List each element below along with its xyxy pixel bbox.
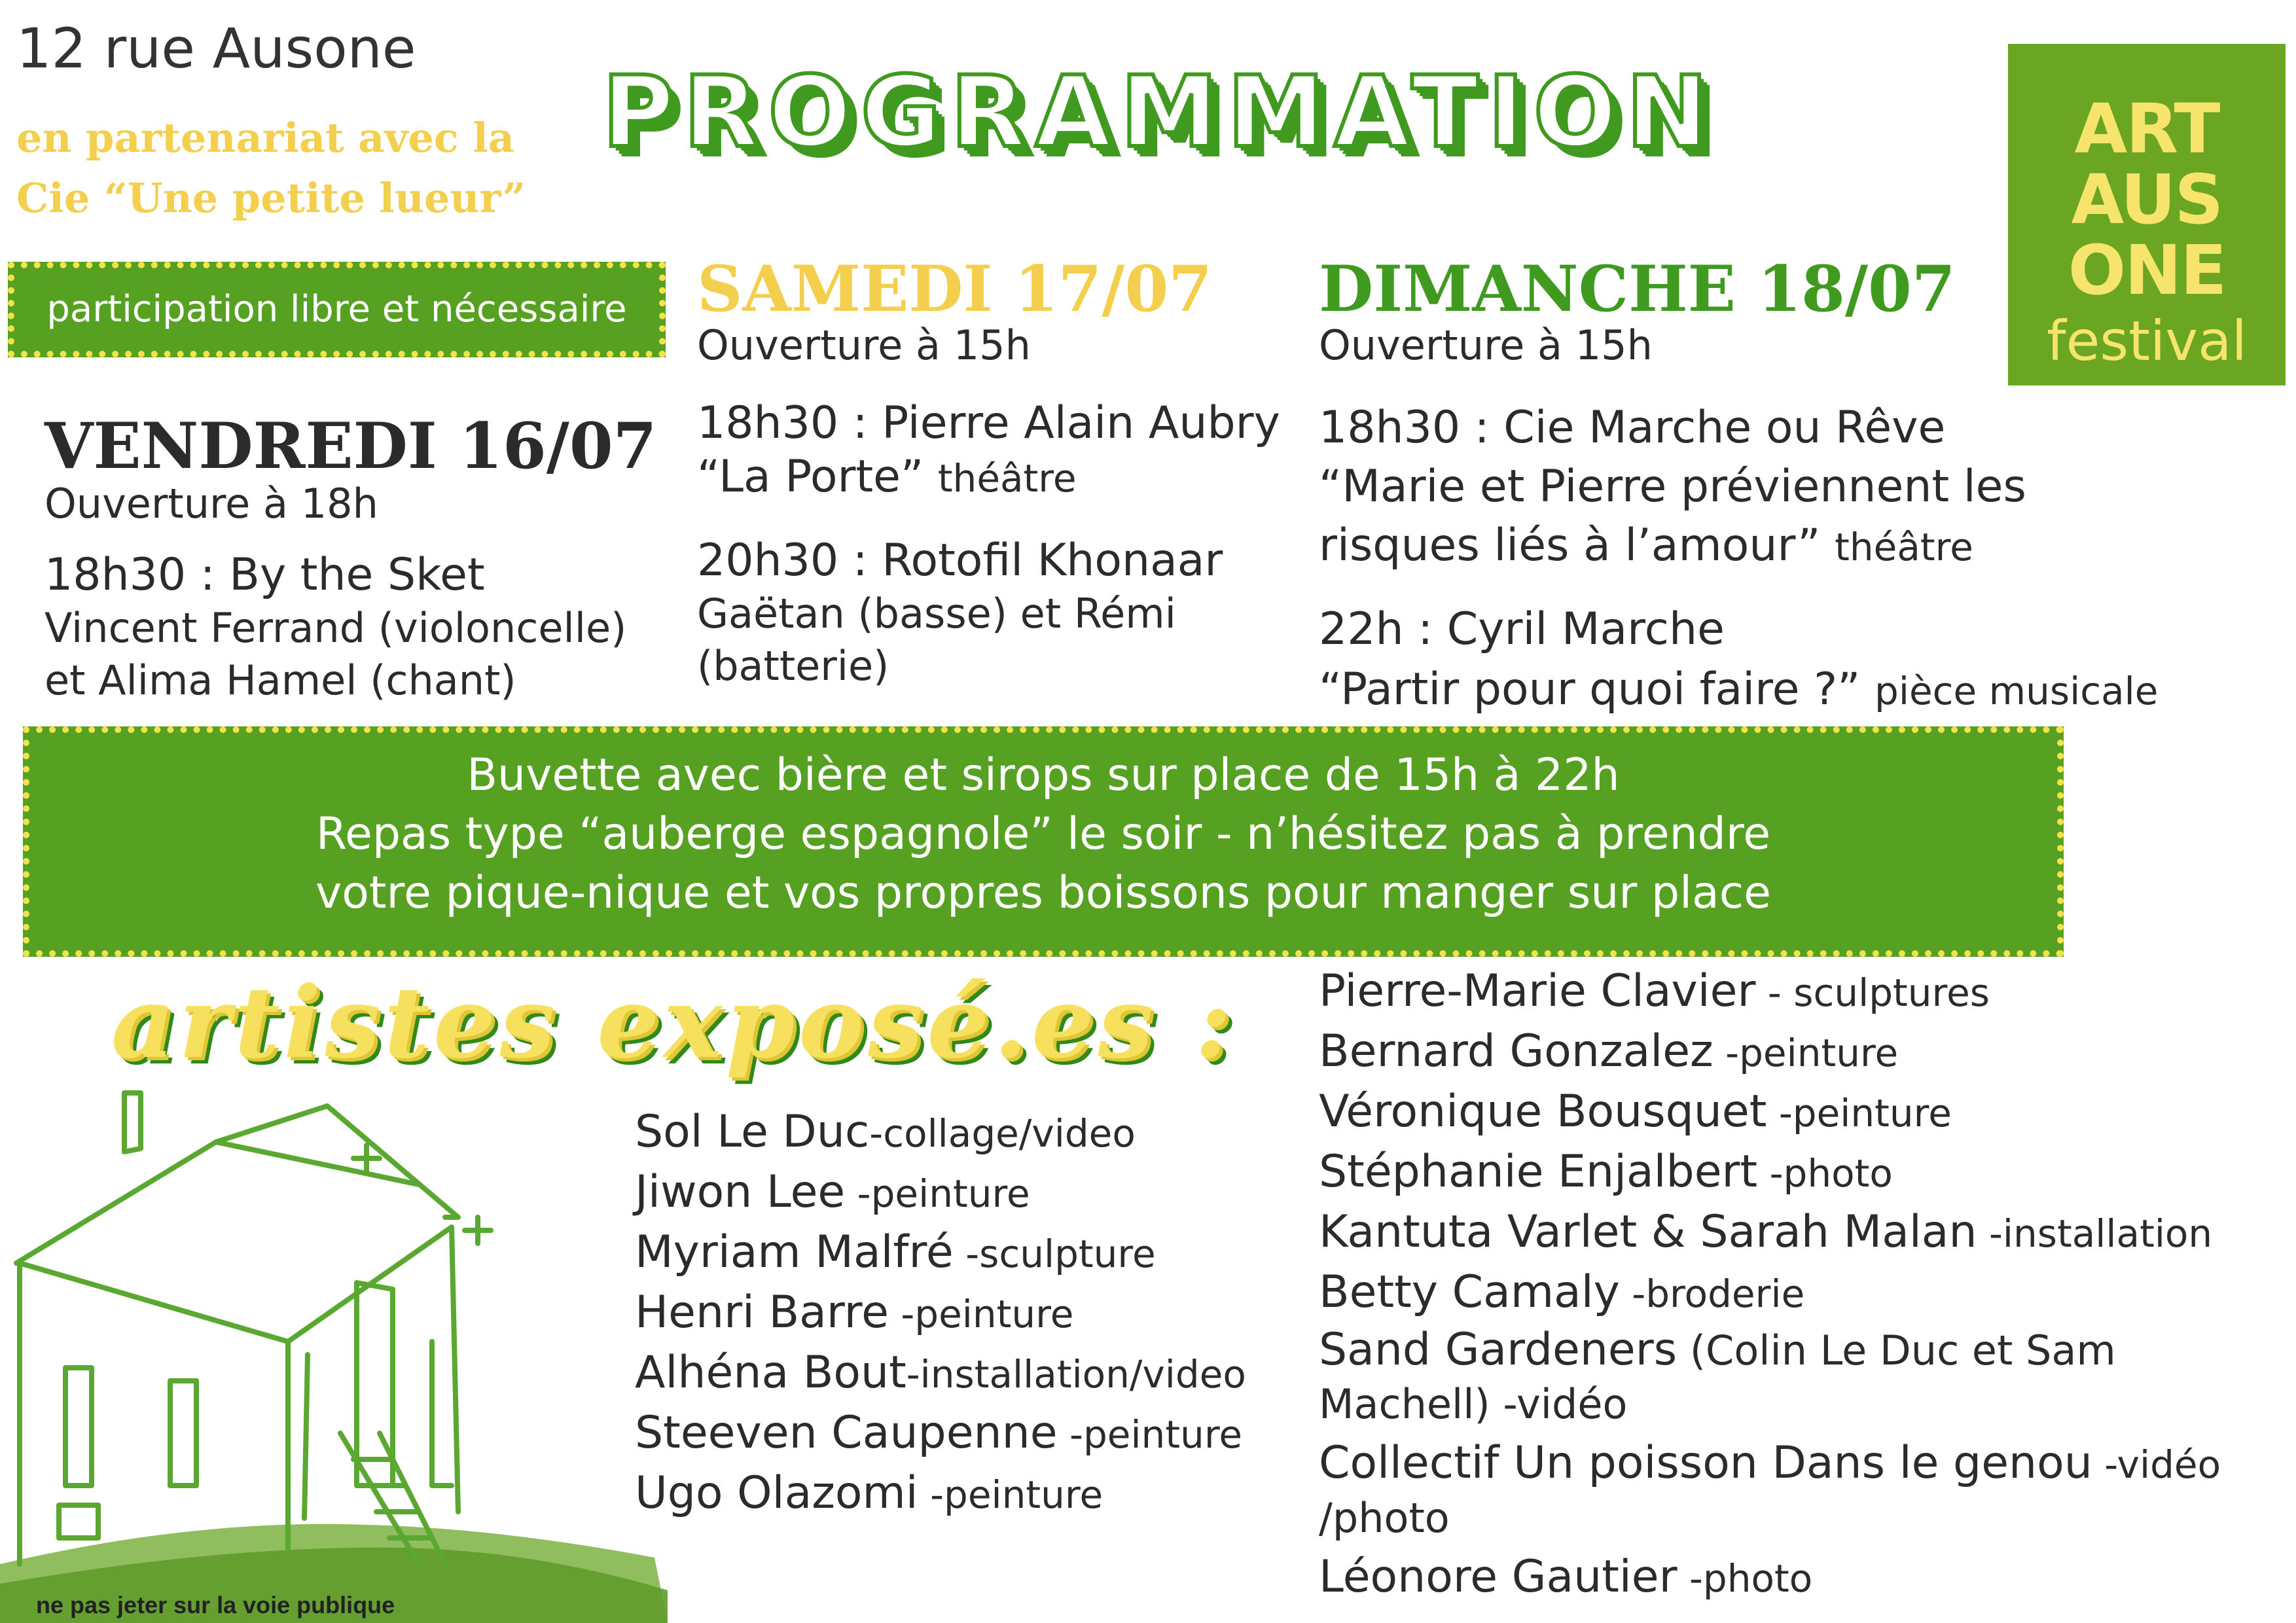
logo-line-4: festival bbox=[2047, 309, 2247, 373]
friday-day: VENDREDI 16/07 bbox=[45, 409, 657, 483]
artist-name: Betty Camaly bbox=[1319, 1266, 1620, 1318]
partner-text bbox=[16, 108, 526, 228]
artist-kind: (Colin Le Duc et Sam bbox=[1677, 1327, 2116, 1374]
logo-line-2: AUS bbox=[2071, 160, 2223, 240]
artist-kind: -peinture bbox=[888, 1292, 1074, 1336]
artist-right-row bbox=[1319, 1378, 2221, 1431]
artist-right-row bbox=[1319, 1082, 2221, 1143]
buvette-line-3: votre pique-nique et vos propres boissons pour manger sur place bbox=[315, 867, 1771, 919]
buvette-line-1: Buvette avec bière et sirops sur place de 15h à 22h bbox=[467, 749, 1620, 801]
artist-left-row bbox=[635, 1344, 1246, 1404]
artist-right-row bbox=[1319, 1436, 2221, 1491]
buvette-line-2: Repas type “auberge espagnole” le soir - n’hésitez pas à prendre bbox=[315, 808, 1771, 860]
sunday-event1-time: 18h30 : Cie Marche ou Rêve bbox=[1319, 402, 1946, 454]
artist-kind: -vidéo bbox=[2092, 1442, 2221, 1487]
artist-kind: -peinture bbox=[1057, 1412, 1243, 1457]
friday-opening: Ouverture à 18h bbox=[45, 480, 378, 527]
saturday-event1-type: théâtre bbox=[937, 456, 1077, 501]
sunday-event2-title: “Partir pour quoi faire ?” bbox=[1319, 664, 1861, 715]
artist-kind: -peinture bbox=[1713, 1031, 1899, 1075]
house-drawing bbox=[0, 1067, 668, 1623]
artist-right-row bbox=[1319, 1022, 2221, 1082]
artist-name: Pierre-Marie Clavier bbox=[1319, 965, 1756, 1017]
artist-right-row bbox=[1319, 962, 2221, 1022]
buvette-banner bbox=[23, 726, 2064, 957]
artist-name: Kantuta Varlet & Sarah Malan bbox=[1319, 1206, 1977, 1258]
artist-name: Ugo Olazomi bbox=[635, 1467, 918, 1519]
sunday-event1-line-2: “Marie et Pierre préviennent les bbox=[1319, 461, 2026, 512]
artist-left-row bbox=[635, 1163, 1246, 1223]
friday-block bbox=[45, 409, 656, 707]
sunday-opening: Ouverture à 15h bbox=[1319, 321, 1653, 369]
artist-kind: -vidéo bbox=[1490, 1380, 1628, 1428]
sunday-event1-type: théâtre bbox=[1835, 525, 1973, 569]
artist-kind: -peinture bbox=[845, 1171, 1030, 1216]
artist-kind: - sculptures bbox=[1755, 971, 1990, 1015]
saturday-event1-title: “La Porte” bbox=[697, 451, 924, 503]
artist-kind: -sculpture bbox=[953, 1232, 1156, 1276]
footer-note: ne pas jeter sur la voie publique bbox=[36, 1592, 395, 1618]
artist-right-row bbox=[1319, 1323, 2221, 1378]
friday-event-line-3: et Alima Hamel (chant) bbox=[45, 656, 516, 704]
logo-line-3: ONE bbox=[2068, 230, 2226, 310]
artist-name: Alhéna Bout bbox=[635, 1347, 906, 1399]
sunday-event1-line-3 bbox=[1319, 519, 2158, 574]
saturday-event1-title-line bbox=[697, 450, 1280, 505]
sunday-event2-type: pièce musicale bbox=[1874, 669, 2159, 713]
sunday-day: DIMANCHE 18/07 bbox=[1319, 252, 1956, 326]
artist-left-row bbox=[635, 1283, 1246, 1344]
artist-name: Sol Le Duc bbox=[635, 1106, 870, 1158]
artist-right-row bbox=[1319, 1491, 2221, 1545]
artist-name: Henri Barre bbox=[635, 1287, 889, 1338]
artist-left-row bbox=[635, 1223, 1246, 1283]
sunday-event2-time: 22h : Cyril Marche bbox=[1319, 603, 1725, 655]
artist-name: Bernard Gonzalez bbox=[1319, 1026, 1713, 1077]
artist-right-row bbox=[1319, 1143, 2221, 1203]
friday-event-time: 18h30 : By the Sket bbox=[45, 549, 485, 601]
artist-kind: -peinture bbox=[1767, 1091, 1952, 1135]
sunday-event1-title: risques liés à l’amour” bbox=[1319, 520, 1821, 571]
page-title: PROGRAMMATION bbox=[602, 56, 1717, 169]
sunday-block bbox=[1319, 252, 2158, 718]
saturday-event1-time: 18h30 : Pierre Alain Aubry bbox=[697, 397, 1280, 449]
artist-name: Léonore Gautier bbox=[1319, 1551, 1677, 1603]
participation-banner: participation libre et nécessaire bbox=[8, 262, 666, 357]
saturday-event2-line-3: (batterie) bbox=[697, 642, 889, 690]
house-outline bbox=[16, 1093, 491, 1564]
artist-kind: -photo bbox=[1757, 1151, 1893, 1196]
artist-kind: -installation/video bbox=[906, 1352, 1246, 1397]
address: 12 rue Ausone bbox=[16, 16, 416, 80]
artist-right-row bbox=[1319, 1548, 2221, 1608]
saturday-day: SAMEDI 17/07 bbox=[697, 252, 1213, 326]
artists-right-list bbox=[1319, 962, 2221, 1608]
artist-right-row bbox=[1319, 1203, 2221, 1263]
artist-left-row bbox=[635, 1103, 1246, 1163]
artist-name: Véronique Bousquet bbox=[1319, 1086, 1767, 1137]
artist-name: Steeven Caupenne bbox=[635, 1407, 1058, 1459]
artist-name: Stéphanie Enjalbert bbox=[1319, 1146, 1758, 1198]
saturday-event2-time: 20h30 : Rotofil Khonaar bbox=[697, 535, 1223, 586]
artist-name: Myriam Malfré bbox=[635, 1226, 954, 1278]
friday-event-line-2: Vincent Ferrand (violoncelle) bbox=[45, 604, 627, 652]
logo-line-1: ART bbox=[2074, 89, 2219, 169]
artists-title: artistes exposé.es : bbox=[111, 965, 1236, 1080]
partner-line-2: Cie “Une petite lueur” bbox=[16, 174, 526, 222]
artist-kind: -broderie bbox=[1619, 1272, 1805, 1316]
artist-left-row bbox=[635, 1404, 1246, 1464]
artist-right-row bbox=[1319, 1263, 2221, 1323]
artist-name: Machell) bbox=[1319, 1380, 1490, 1428]
artist-name: Jiwon Lee bbox=[635, 1166, 846, 1218]
artist-name: /photo bbox=[1319, 1494, 1450, 1542]
artists-left-list bbox=[635, 1103, 1246, 1524]
artist-name: Sand Gardeners bbox=[1319, 1324, 1677, 1376]
saturday-block bbox=[697, 252, 1280, 692]
saturday-opening: Ouverture à 15h bbox=[697, 321, 1031, 369]
artist-kind: -installation bbox=[1977, 1211, 2213, 1256]
partner-line-1: en partenariat avec la bbox=[16, 114, 514, 162]
saturday-event2-line-2: Gaëtan (basse) et Rémi bbox=[697, 590, 1176, 637]
artist-name: Collectif Un poisson Dans le genou bbox=[1319, 1437, 2092, 1489]
sunday-event2-line-2 bbox=[1319, 663, 2158, 718]
artist-kind: -peinture bbox=[918, 1472, 1103, 1517]
artist-kind: -photo bbox=[1677, 1556, 1813, 1601]
artist-left-row bbox=[635, 1464, 1246, 1524]
artist-kind: -collage/video bbox=[869, 1111, 1136, 1156]
